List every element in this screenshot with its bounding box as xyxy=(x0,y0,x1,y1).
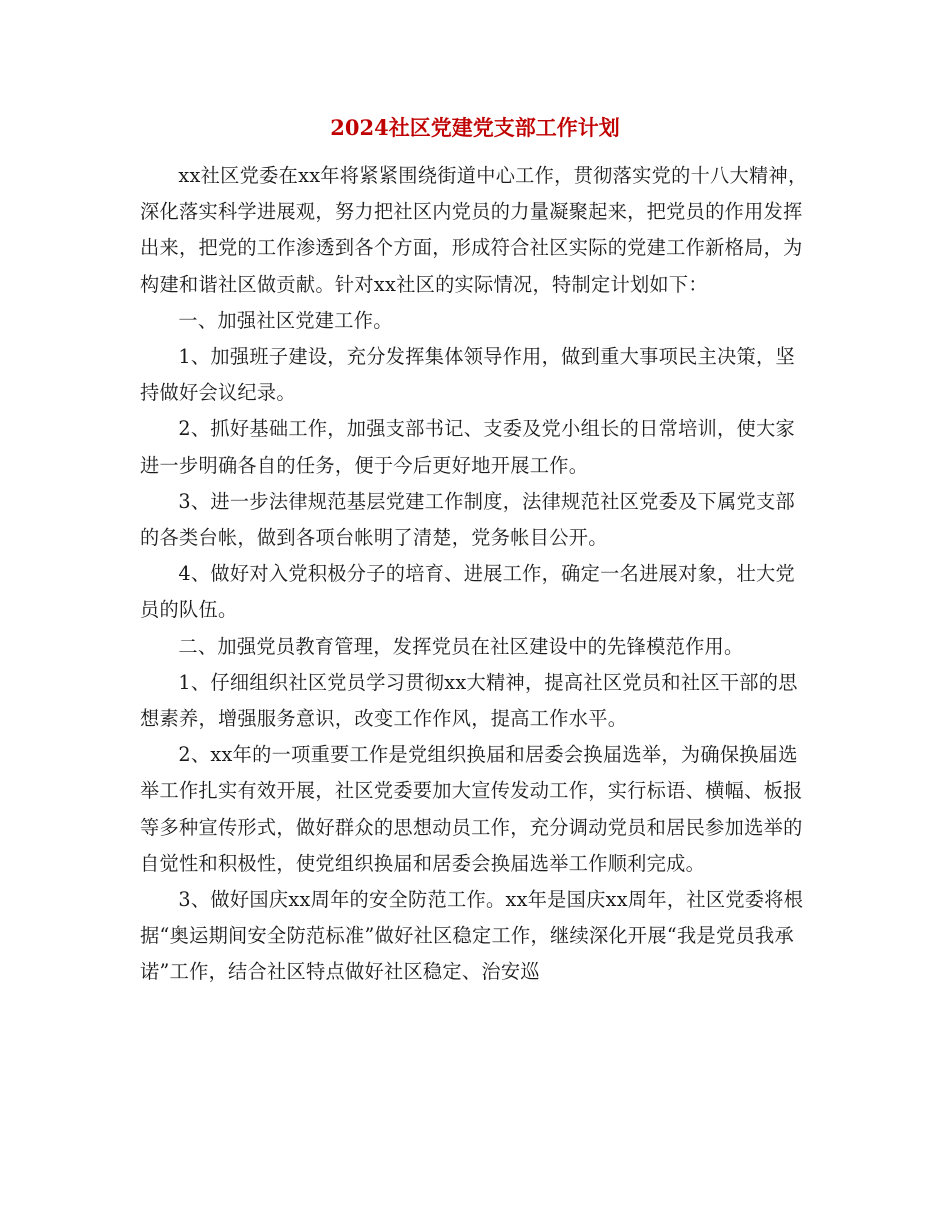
paragraph-2-2: 2、xx年的一项重要工作是党组织换届和居委会换届选举，为确保换届选举工作扎实有效开展，社区党委要加大宣传发动工作，实行标语、横幅、板报等多种宣传形式，做好群众的思想动员工作，充分调动党员和居民参加选举的自觉性和积极性，使党组织换届和居委会换届选举工作顺利完成。 xyxy=(140,743,803,875)
paragraph-1-4: 4、做好对入党积极分子的培育、进展工作，确定一名进展对象，壮大党员的队伍。 xyxy=(140,562,796,622)
section-heading-2: 二、加强党员教育管理，发挥党员在社区建设中的先锋模范作用。 xyxy=(178,634,744,658)
document-title: 2024社区党建党支部工作计划 xyxy=(330,115,620,140)
paragraph-intro: xx社区党委在xx年将紧紧围绕街道中心工作，贯彻落实党的十八大精神，深化落实科学进展观，努力把社区内党员的力量凝聚起来，把党员的作用发挥出来，把党的工作渗透到各个方面，形成符合社区实际的党建工作新格局，为构建和谐社区做贡献。针对xx社区的实际情况，特制定计划如下： xyxy=(140,164,808,296)
paragraph-2-3: 3、做好国庆xx周年的安全防范工作。xx年是国庆xx周年，社区党委将根据“奥运期间安全防范标准”做好社区稳定工作，继续深化开展“我是党员我承诺”工作，结合社区特点做好社区稳定、治安巡 xyxy=(140,888,804,984)
paragraph-1-3: 3、进一步法律规范基层党建工作制度，法律规范社区党委及下属党支部的各类台帐，做到各项台帐明了清楚，党务帐目公开。 xyxy=(140,489,796,550)
paragraph-2-1: 1、仔细组织社区党员学习贯彻xx大精神，提高社区党员和社区干部的思想素养，增强服务意识，改变工作作风，提高工作水平。 xyxy=(140,670,798,731)
document-body xyxy=(140,158,812,991)
paragraph-1-2: 2、抓好基础工作，加强支部书记、支委及党小组长的日常培训，使大家进一步明确各自的任务，便于今后更好地开展工作。 xyxy=(140,417,796,477)
paragraph-1-1: 1、加强班子建设，充分发挥集体领导作用，做到重大事项民主决策，坚持做好会议纪录。 xyxy=(140,345,796,405)
section-heading-1: 一、加强社区党建工作。 xyxy=(178,308,393,332)
